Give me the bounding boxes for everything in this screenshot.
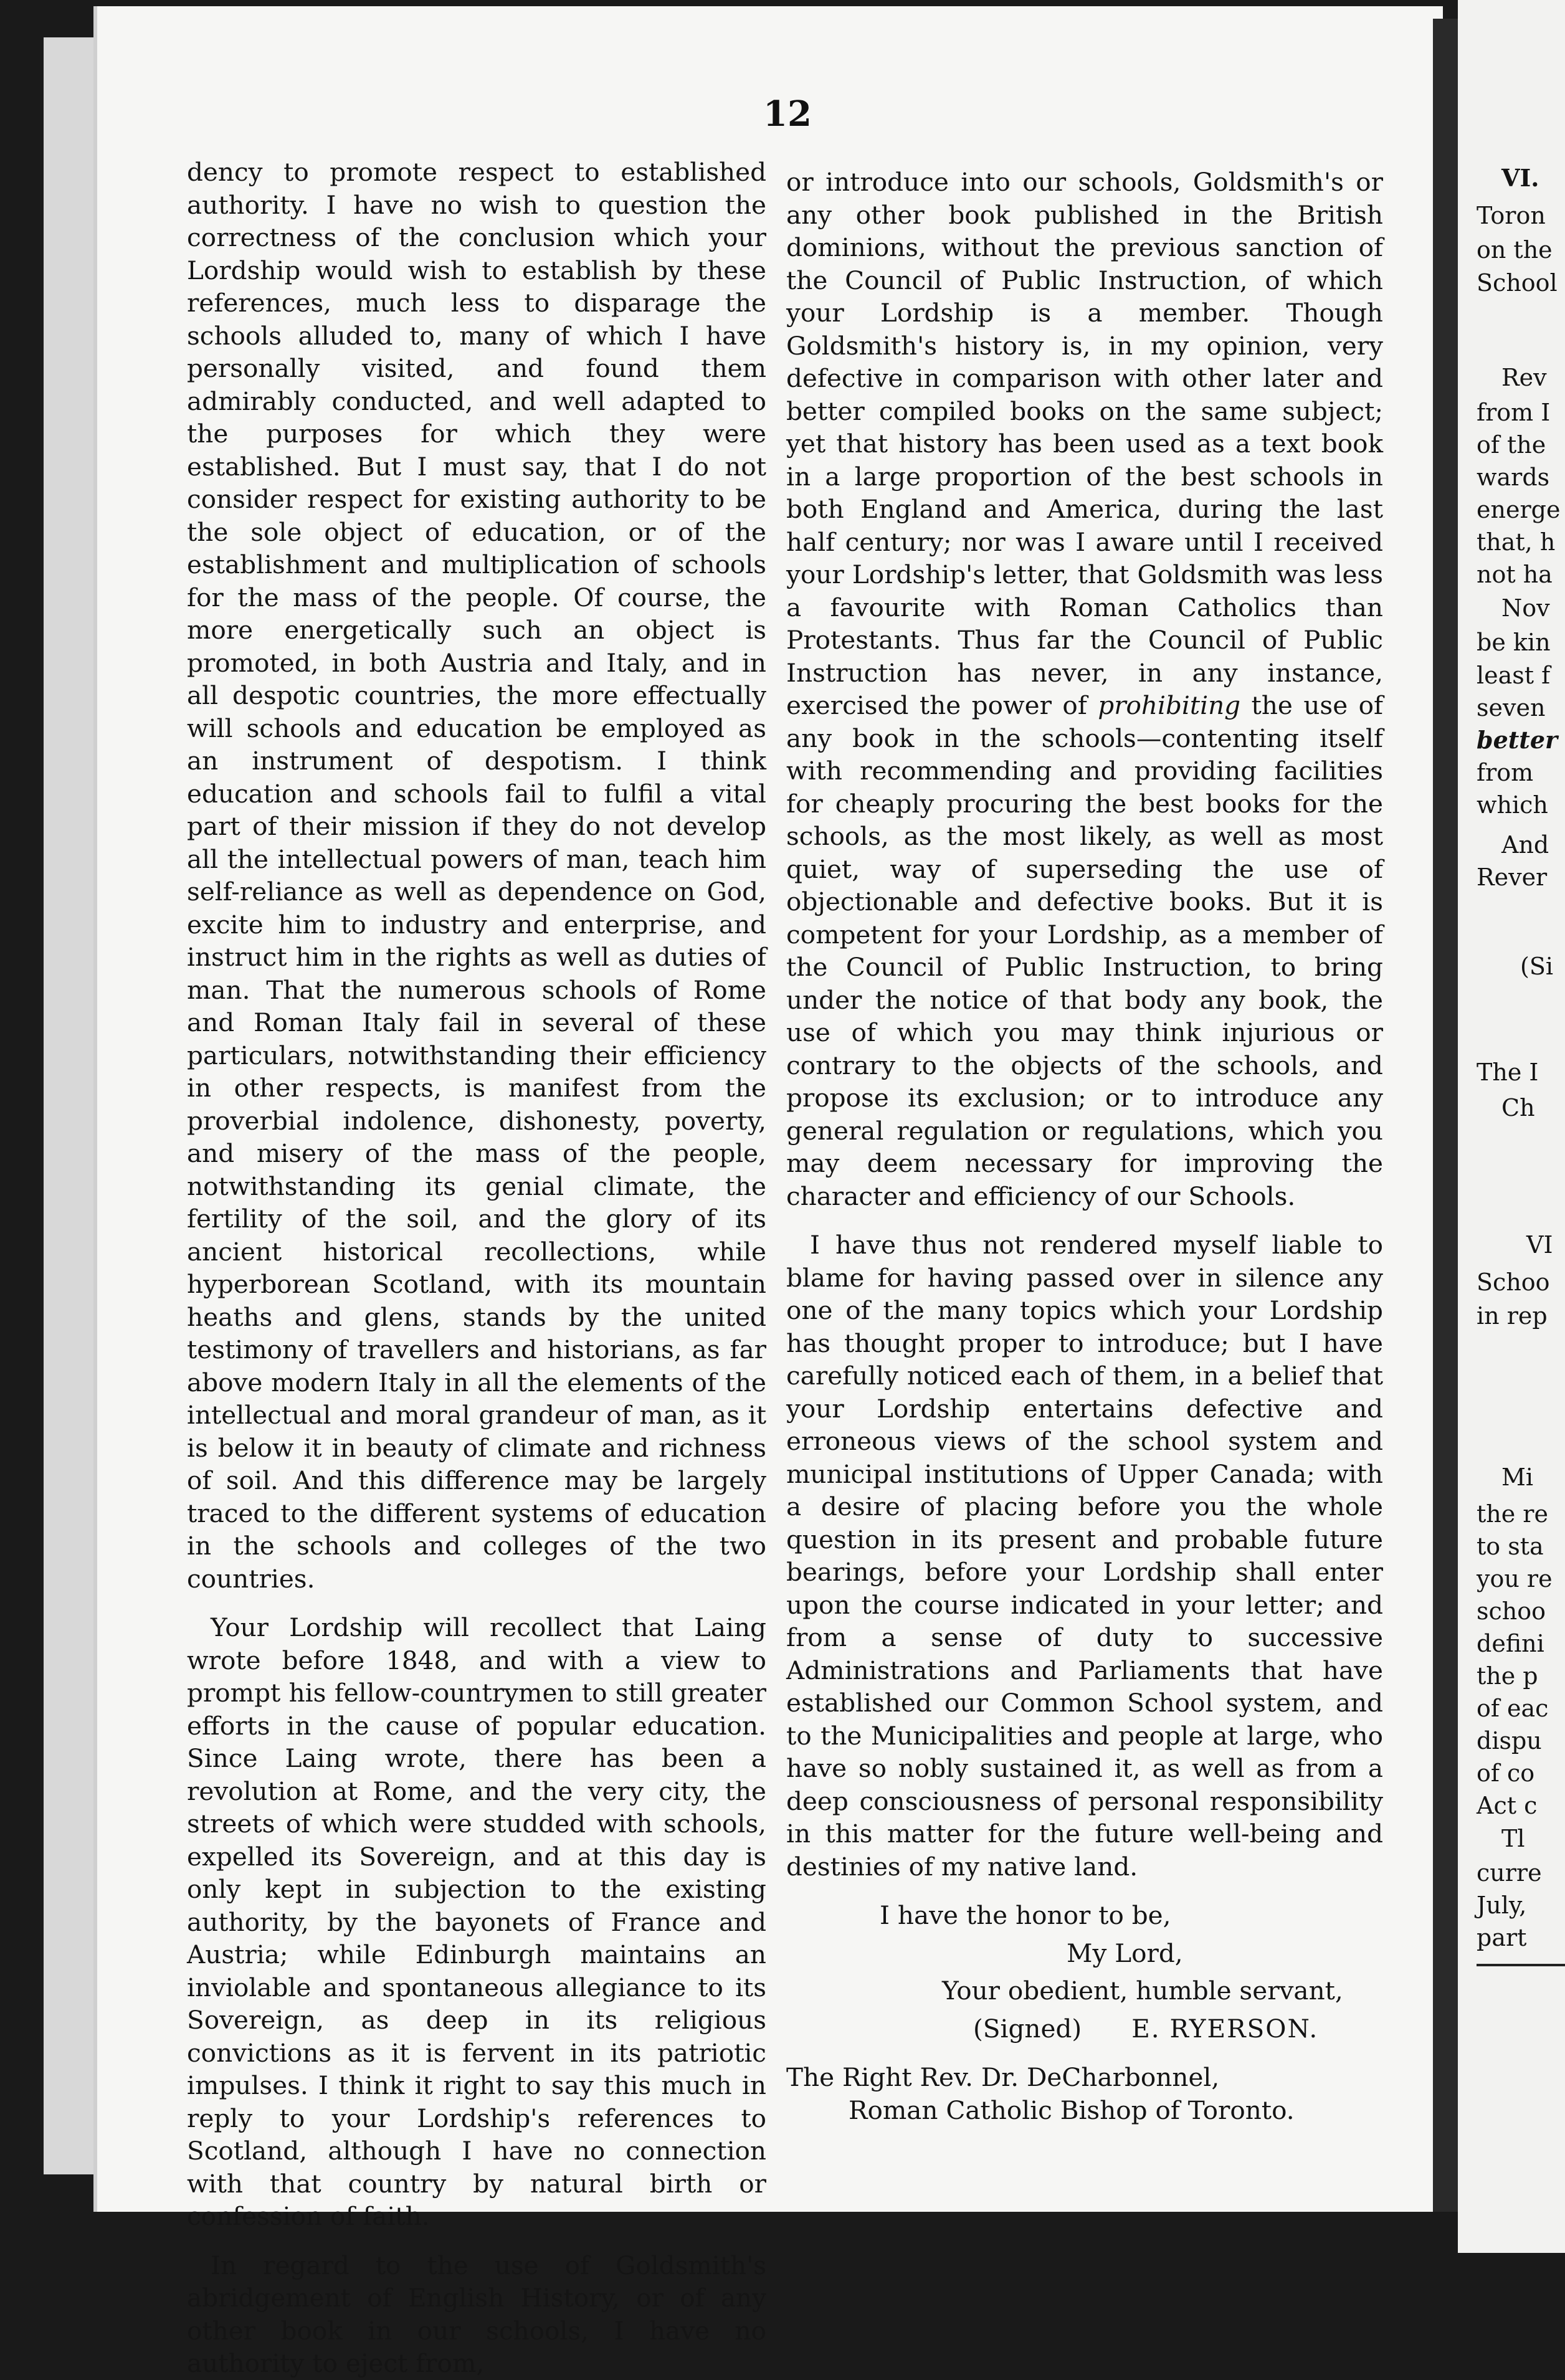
next-page-text: on the <box>1477 236 1553 264</box>
next-page-text: VI <box>1526 1231 1553 1259</box>
next-page-text: seven <box>1477 694 1546 721</box>
next-page-text: energe <box>1477 496 1561 523</box>
next-page-text: The I <box>1477 1059 1539 1086</box>
page-number: 12 <box>763 93 812 135</box>
signature-name: E. RYERSON. <box>1131 2013 1319 2044</box>
next-page-text: Tl <box>1501 1825 1525 1852</box>
left-paragraph-2: Your Lordship will recollect that Laing wrote before 1848, and with a view to prompt his fellow-countrymen to still greater efforts in the cause of popular education. Since Laing wrote, there has been a revolution at Rome, and the very city, the streets of which were studded with schools, expelled its Sovereign, and at this day is only kept in subjection to the existing authority, by the bayonets of France and Austria; while Edinburgh maintains an inviolable and spontaneous allegiance to its Sovereign, as deep in its religious convictions as it is fervent in its patriotic impulses. I think it right to say this much in reply to your Lordship's references to Scotland, although I have no connection with that country by natural birth or confession of faith. <box>187 1612 766 2231</box>
next-page-text: least f <box>1477 662 1551 689</box>
next-page-text: of the <box>1477 431 1546 459</box>
next-page-text: wards <box>1477 464 1550 491</box>
book-spine <box>1433 19 1458 2212</box>
closing-honor: I have the honor to be, <box>880 1900 1171 1930</box>
next-page-text: in rep <box>1477 1302 1548 1330</box>
next-page-text: that, h <box>1477 528 1556 556</box>
letter-closing <box>786 1899 1383 2126</box>
closing-salutation: My Lord, <box>1067 1938 1183 1968</box>
next-page-text: part <box>1477 1924 1527 1951</box>
next-page-text: defini <box>1477 1630 1544 1657</box>
next-page-text: schoo <box>1477 1597 1546 1625</box>
next-page-text: the re <box>1477 1500 1548 1528</box>
next-page-text: Schoo <box>1477 1269 1550 1296</box>
next-page-fragment <box>1458 0 1565 2253</box>
next-page-text: to sta <box>1477 1533 1544 1560</box>
next-page-text: Rever <box>1477 864 1548 891</box>
next-page-text: not ha <box>1477 561 1553 588</box>
next-page-text: Toron <box>1477 202 1546 229</box>
next-page-text: curre <box>1477 1859 1542 1887</box>
left-column <box>187 156 766 2380</box>
next-page-text: the p <box>1477 1662 1538 1690</box>
next-page-text: Nov <box>1501 594 1550 622</box>
next-page-text: from I <box>1477 399 1551 426</box>
next-page-text: Act c <box>1477 1792 1538 1819</box>
next-page-text: of eac <box>1477 1695 1549 1722</box>
right-paragraph-1-before: or introduce into our schools, Goldsmith's or any other book published in the British dominions, without the previous sanction of the Council of Public Instruction, of which your Lordship is a member. Though Goldsmith's history is, in my opinion, very defective in comparison with other later and better compiled books on the same subject; yet that history has been used as a text book in a large proportion of the best schools in both England and America, during the last half century; nor was I aware until I received your Lordship's letter, that Goldsmith was less a favourite with Roman Catholics than Protestants. Thus far the Council of Public Instruction has never, in any instance, exercised the power of <box>786 167 1383 720</box>
next-page-text: better <box>1477 726 1558 754</box>
next-page-text: July, <box>1477 1892 1527 1919</box>
next-page-text: (Si <box>1520 953 1554 980</box>
next-page-text: you re <box>1477 1565 1553 1592</box>
signed-label: (Signed) <box>973 2013 1082 2044</box>
next-page-text: Mi <box>1501 1464 1534 1491</box>
right-paragraph-1 <box>786 166 1383 1212</box>
right-paragraph-2: I have thus not rendered myself liable to blame for having passed over in silence any one of the many topics which your Lordship has thought proper to introduce; but I have carefully noticed each of them, in a belief that your Lordship entertains defective and erroneous views of the school system and municipal institutions of Upper Canada; with a desire of placing before you the whole question in its present and probable future bearings, before your Lordship shall enter upon the course indicated in your letter; and from a sense of duty to successive Administrations and Parliaments that have established our Common School system, and to the Municipalities and people at large, who have so nobly sustained it, as well as from a deep consciousness of personal responsibility in this matter for the future well-being and destinies of my native land. <box>786 1230 1383 1882</box>
right-paragraph-1-after: the use of any book in the schools—contenting itself with recommending and providing facilities for cheaply procuring the best books for the schools, as the most likely, as well as most quiet, way of superseding the use of objectionable and defective books. But it is competent for your Lordship, as a member of the Council of Public Instruction, to bring under the notice of that body any book, the use of which you may think injurious or contrary to the objects of the schools, and propose its exclusion; or to introduce any general regulation or regulations, which you may deem necessary for improving the character and efficiency of our Schools. <box>786 690 1383 1211</box>
closing-signature-line <box>786 2012 1383 2045</box>
right-column <box>786 166 1383 2126</box>
next-page-text: dispu <box>1477 1727 1542 1754</box>
closing-servant: Your obedient, humble servant, <box>942 1976 1343 2006</box>
next-page-text: of co <box>1477 1759 1535 1787</box>
addressee: The Right Rev. Dr. DeCharbonnel, <box>786 2062 1220 2092</box>
next-page-text: School <box>1477 269 1558 297</box>
left-paragraph-1: dency to promote respect to established authority. I have no wish to question the correctness of the conclusion which your Lordship would wish to establish by these references, much less to disparage the schools alluded to, many of which I have personally visited, and found them admirably conducted, and well adapted to the purposes for which they were established. But I must say, that I do not consider respect for existing authority to be the sole object of education, or of the establishment and multiplication of schools for the mass of the people. Of course, the more energetically such an object is promoted, in both Austria and Italy, and in all despotic countries, the more effectually will schools and education be employed as an instrument of despotism. I think education and schools fail to fulfil a vital part of their mission if they do not develop all the intellectual powers of man, teach him self-reliance as well as dependence on God, excite him to industry and enterprise, and instruct him in the rights as well as duties of man. That the numerous schools of Rome and Roman Italy fail in several of these particulars, notwithstanding their efficiency in other respects, is manifest from the proverbial indolence, dishonesty, poverty, and misery of the mass of the people, notwithstanding its genial climate, the fertility of the soil, and the glory of its ancient historical recollections, while hyperborean Scotland, with its mountain heaths and glens, stands by the united testimony of travellers and historians, as far above modern Italy in all the elements of the intellectual and moral grandeur of man, as it is below it in beauty of climate and richness of soil. And this difference may be largely traced to the different systems of education in the schools and colleges of the two countries. <box>187 157 766 1594</box>
addressee-title: Roman Catholic Bishop of Toronto. <box>849 2095 1295 2125</box>
next-page-text: from <box>1477 759 1534 786</box>
prohibiting-emphasis: prohibiting <box>1098 690 1241 720</box>
next-page-text: which <box>1477 791 1548 819</box>
left-paragraph-3: In regard to the use of Goldsmith's abridgement of English History, or of any other book in our schools, I have no authority to eject from, <box>187 2250 766 2378</box>
next-page-text: Ch <box>1501 1094 1535 1121</box>
next-page-rule <box>1477 1964 1565 1966</box>
next-page-text: Rev <box>1501 364 1547 391</box>
next-page-text: And <box>1501 831 1549 859</box>
next-page-text: VI. <box>1501 164 1539 192</box>
next-page-text: be kin <box>1477 629 1551 656</box>
